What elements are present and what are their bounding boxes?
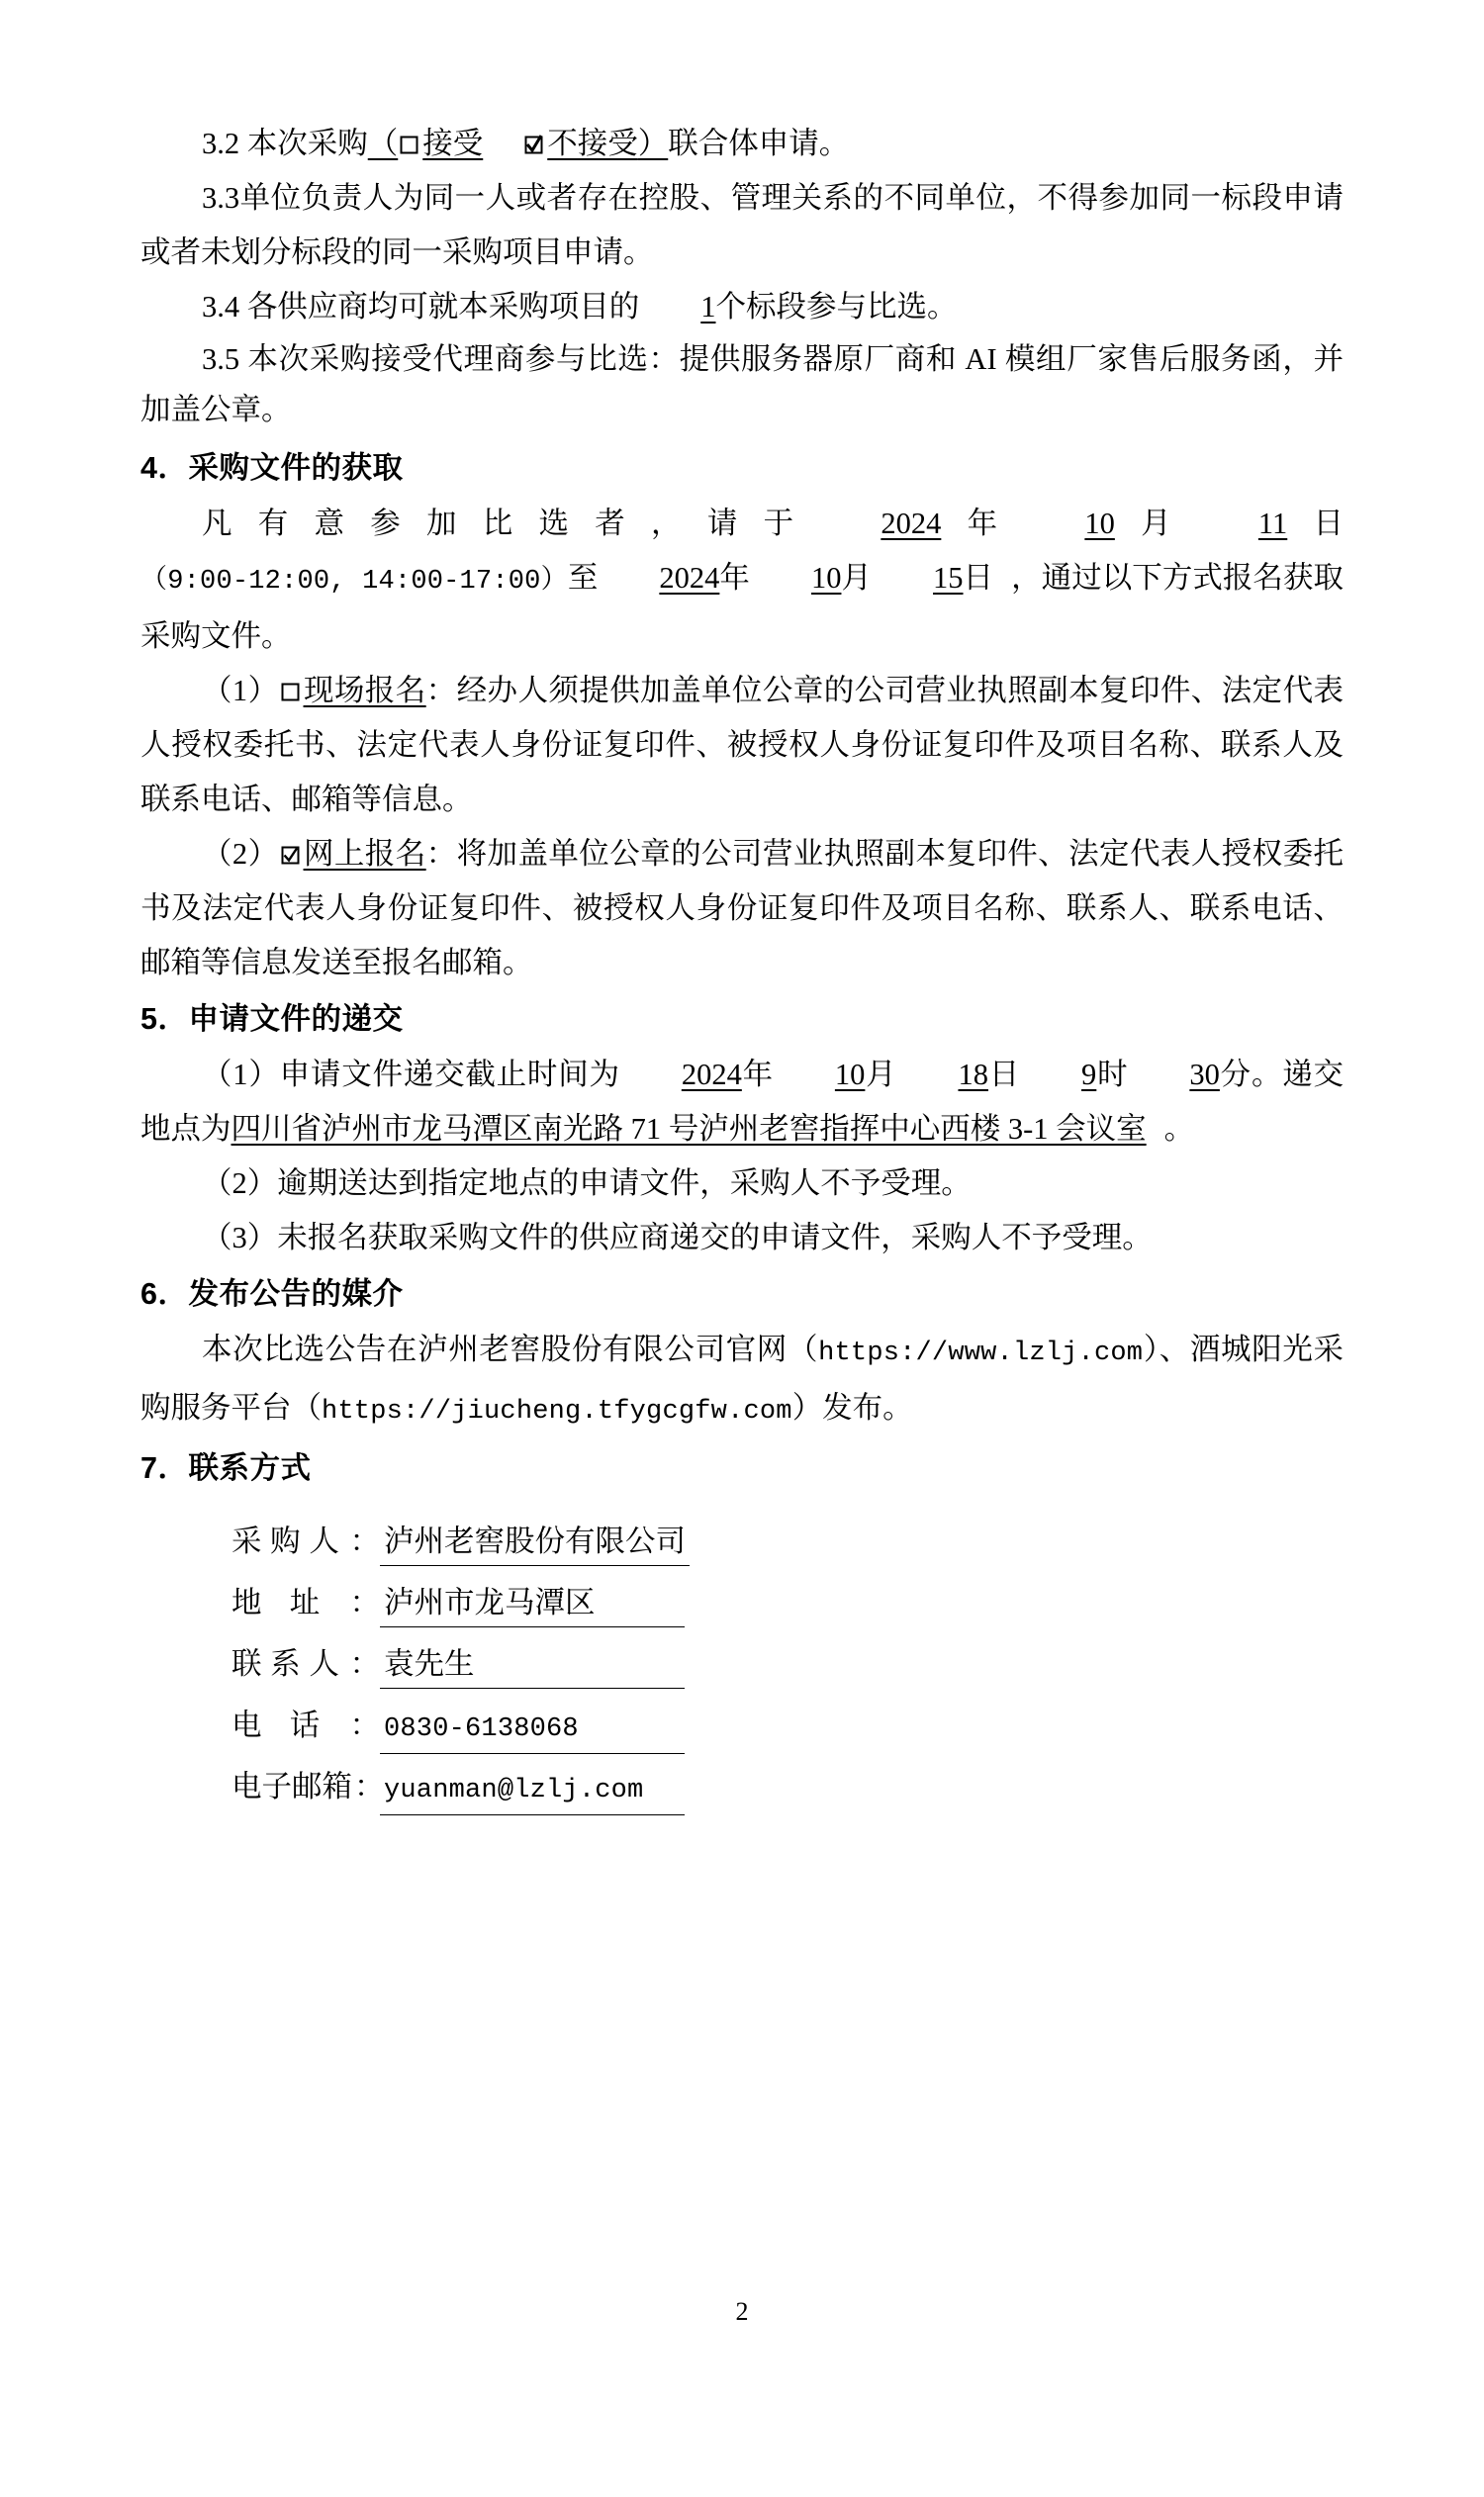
clause-3-2-choice-group (368, 127, 669, 160)
official-website-url[interactable]: https://www.lzlj.com (818, 1339, 1144, 1368)
contact-label-person: 联 系 人 ： (232, 1647, 380, 1681)
section-6-after: ）发布。 (791, 1391, 913, 1425)
clause-3-4-before: 各供应商均可就本采购项目的 (246, 290, 640, 324)
start-year-blank[interactable]: 2024 (881, 507, 942, 540)
section-6-heading: 6．发布公告的媒介 (140, 1277, 404, 1311)
contact-row-purchaser (232, 1511, 1344, 1572)
contact-value-email[interactable]: yuanman@lzlj.com (380, 1768, 685, 1815)
section-5-item-1 (140, 1048, 1344, 1156)
acquisition-time-range: （9:00-12:00, 14:00-17:00） (140, 567, 568, 597)
checkbox-checked-icon[interactable] (522, 133, 546, 156)
section-5-heading: 5．申请文件的递交 (140, 1002, 404, 1036)
clause-3-5-number: 3.5 (202, 342, 240, 376)
contact-label-email: 电 子 邮 箱 ： (232, 1770, 385, 1803)
deadline-month-blank[interactable]: 10 (834, 1058, 866, 1091)
year-unit-2: 年 (719, 561, 750, 595)
procurement-platform-url[interactable]: https://jiucheng.tfygcgfw.com (322, 1397, 792, 1427)
paren-close: ） (637, 127, 669, 160)
deadline-minute-unit: 分 (1219, 1058, 1252, 1091)
section-5-item-1-before: 申请文件递交截止时间为 (279, 1058, 620, 1091)
contact-row-person (232, 1633, 1344, 1695)
lot-count-blank[interactable]: 1 (700, 290, 716, 324)
section-5-item-1-mid: 。递交地点为 (140, 1058, 1345, 1146)
paren-open: （ (367, 127, 399, 160)
end-year-blank[interactable]: 2024 (659, 561, 720, 595)
onsite-registration-label (279, 674, 426, 707)
start-month-blank[interactable]: 10 (1084, 507, 1115, 540)
submission-address[interactable]: 四川省泸州市龙马潭区南光路 71 号泸州老窖指挥中心西楼 3-1 会议室 (231, 1112, 1147, 1146)
section-4-intro (140, 497, 1344, 664)
contact-row-address (232, 1572, 1344, 1633)
deadline-year-unit: 年 (741, 1058, 774, 1091)
section-5-item-3 (140, 1211, 1344, 1265)
clause-3-3 (140, 171, 1344, 280)
contact-label-phone: 电 话 ： (232, 1709, 380, 1742)
clause-3-2-option-accept: 接受 (422, 127, 484, 160)
end-day-blank[interactable]: 15 (933, 561, 964, 595)
contact-value-phone[interactable]: 0830-6138068 (380, 1707, 685, 1754)
deadline-minute-blank[interactable]: 30 (1189, 1058, 1220, 1091)
checkbox-unchecked-icon[interactable] (398, 133, 421, 156)
deadline-day-blank[interactable]: 18 (958, 1058, 988, 1091)
to-label: 至 (567, 561, 599, 595)
start-day-blank[interactable]: 11 (1257, 507, 1288, 540)
end-month-blank[interactable]: 10 (810, 561, 842, 595)
deadline-year-blank[interactable]: 2024 (681, 1058, 742, 1091)
item-1-text: ：经办人须提供加盖单位公章的公司营业执照副本复印件、法定代表人授权委托书、法定代表人身份证复印件、被授权人身份证复印件及项目名称、联系人及联系电话、邮箱等信息。 (140, 674, 1345, 816)
clause-3-2 (140, 117, 1344, 171)
contact-value-address[interactable]: 泸州市龙马潭区 (380, 1580, 685, 1627)
year-unit: 年 (941, 507, 1024, 540)
clause-3-4 (140, 280, 1344, 334)
contact-value-purchaser[interactable]: 泸州老窖股份有限公司 (380, 1519, 690, 1566)
section-4-item-2 (140, 827, 1344, 990)
page-number: 2 (735, 2297, 749, 2326)
item-1-title: 现场报名 (303, 674, 426, 707)
clause-3-2-number: 3.2 (202, 127, 240, 160)
section-4-heading: 4．采购文件的获取 (140, 451, 404, 485)
section-4-intro-before: 凡有意参加比选者，请于 (202, 507, 820, 540)
deadline-day-unit: 日 (987, 1058, 1021, 1091)
clause-3-2-option-not-accept: 不接受 (547, 127, 638, 160)
section-5-item-1-after: 。 (1163, 1112, 1195, 1146)
section-5-item-1-marker: （1） (202, 1058, 280, 1091)
document-body (140, 117, 1344, 1817)
month-unit: 月 (1114, 507, 1197, 540)
deadline-month-unit: 月 (865, 1058, 897, 1091)
day-unit-2: 日 (963, 561, 994, 595)
clause-3-2-after: 联合体申请。 (668, 127, 850, 160)
section-6-mid: ）、酒城阳光采购服务平台（ (140, 1333, 1345, 1425)
contact-value-person[interactable]: 袁先生 (380, 1641, 685, 1689)
online-registration-label (279, 837, 426, 871)
clause-3-4-number: 3.4 (202, 290, 240, 324)
section-5-item-3-text: 未报名获取采购文件的供应商递交的申请文件，采购人不予受理。 (277, 1221, 1153, 1254)
clause-3-2-before: 本次采购 (246, 127, 368, 160)
item-1-marker: （1） (202, 674, 279, 707)
item-2-text: ：将加盖单位公章的公司营业执照副本复印件、法定代表人授权委托书及法定代表人身份证复印件、被授权人身份证复印件及项目名称、联系人、联系电话、邮箱等信息发送至报名邮箱。 (140, 837, 1345, 979)
checkbox-checked-icon[interactable] (279, 843, 303, 867)
section-5-item-3-marker: （3） (202, 1221, 278, 1254)
deadline-hour-blank[interactable]: 9 (1081, 1058, 1097, 1091)
section-4-intro-after: ，通过以下方式报名获取采购文件。 (140, 561, 1345, 653)
section-6-body (140, 1323, 1344, 1439)
item-2-marker: （2） (202, 837, 279, 871)
clause-3-5-text: 本次采购接受代理商参与比选：提供服务器原厂商和 AI 模组厂家售后服务函，并加盖公章。 (140, 342, 1345, 426)
section-4-item-1 (140, 664, 1344, 827)
contact-row-email (232, 1756, 1344, 1817)
item-2-title: 网上报名 (303, 837, 426, 871)
section-5-item-2-marker: （2） (202, 1166, 278, 1200)
section-6-before: 本次比选公告在泸州老窖股份有限公司官网（ (202, 1333, 819, 1366)
clause-3-5 (140, 334, 1344, 435)
deadline-hour-unit: 时 (1096, 1058, 1129, 1091)
contact-label-address: 地 址 ： (232, 1586, 380, 1619)
day-unit: 日 (1287, 507, 1345, 540)
checkbox-unchecked-icon[interactable] (279, 680, 303, 703)
month-unit-2: 月 (841, 561, 873, 595)
section-7-heading: 7．联系方式 (140, 1451, 312, 1485)
clause-3-3-text: 单位负责人为同一人或者存在控股、管理关系的不同单位，不得参加同一标段申请或者未划分标段的同一采购项目申请。 (140, 181, 1344, 269)
contact-label-purchaser: 采 购 人 ： (232, 1525, 380, 1558)
section-5-item-2-text: 逾期送达到指定地点的申请文件，采购人不予受理。 (277, 1166, 972, 1200)
clause-3-3-number: 3.3 (202, 181, 240, 215)
contact-row-phone (232, 1695, 1344, 1756)
section-5-item-2 (140, 1156, 1344, 1211)
clause-3-4-after: 个标段参与比选。 (715, 290, 958, 324)
contact-list (140, 1511, 1344, 1817)
